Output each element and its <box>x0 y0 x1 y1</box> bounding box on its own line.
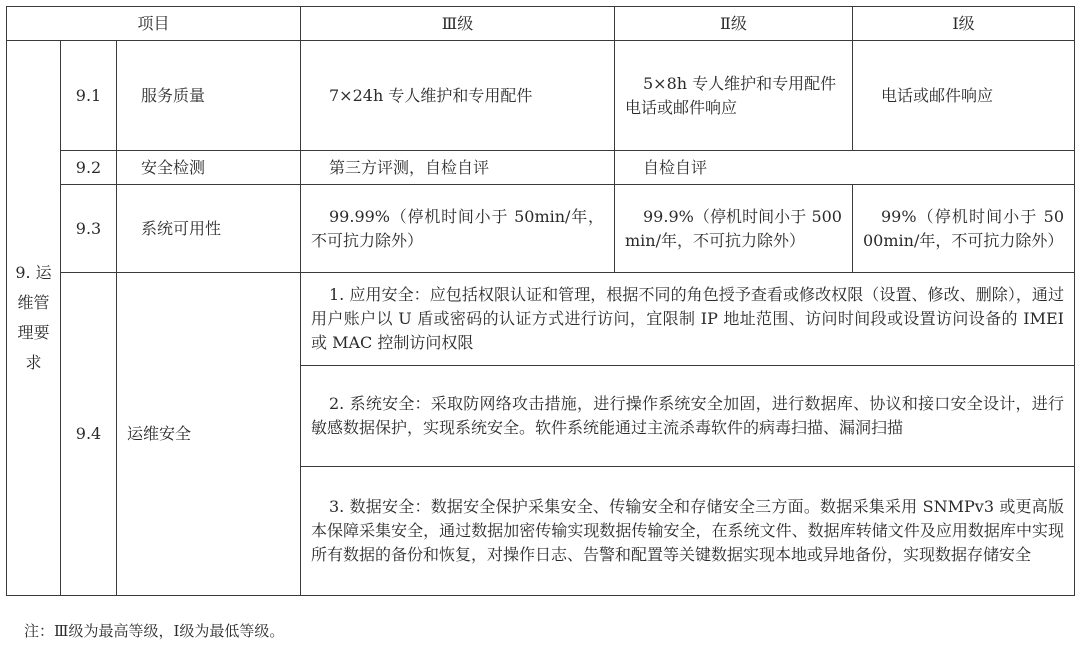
table-row <box>7 41 1075 151</box>
level2-cell: 5×8h 专人维护和专用配件电话或邮件响应 <box>615 41 853 151</box>
ops-requirements-table <box>6 6 1075 596</box>
level2-1-cell: 自检自评 <box>615 151 1075 185</box>
row-number: 9.4 <box>61 273 117 596</box>
row-item: 安全检测 <box>117 151 301 185</box>
level3-cell: 第三方评测，自检自评 <box>301 151 615 185</box>
row-number: 9.2 <box>61 151 117 185</box>
row-number: 9.1 <box>61 41 117 151</box>
table-row <box>7 273 1075 366</box>
level3-cell: 99.99%（停机时间小于 50min/年，不可抗力除外） <box>301 185 615 273</box>
category-cell: 9. 运维管理要求 <box>7 41 61 596</box>
ops-security-paragraph: 2. 系统安全：采取防网络攻击措施，进行操作系统安全加固，进行数据库、协议和接口安全设计，进行敏感数据保护，实现系统安全。软件系统能通过主流杀毒软件的病毒扫描、漏洞扫描 <box>301 366 1075 467</box>
footnote: 注：Ⅲ级为最高等级，Ⅰ级为最低等级。 <box>24 622 285 640</box>
header-item: 项目 <box>7 7 301 41</box>
ops-security-paragraph: 3. 数据安全：数据安全保护采集安全、传输安全和存储安全三方面。数据采集采用 SNMPv3 或更高版本保障采集安全，通过数据加密传输实现数据传输安全，在系统文件、数据库转储文件及应用数据库中实现所有数据的备份和恢复，对操作日志、告警和配置等关键数据实现本地或异地备份，实现数据存储安全 <box>301 467 1075 596</box>
level1-cell: 99%（停机时间小于 5000min/年，不可抗力除外） <box>853 185 1075 273</box>
header-row <box>7 7 1075 41</box>
row-item: 系统可用性 <box>117 185 301 273</box>
ops-security-paragraph: 1. 应用安全：应包括权限认证和管理，根据不同的角色授予查看或修改权限（设置、修改、删除），通过用户账户以 U 盾或密码的认证方式进行访问，宜限制 IP 地址范围、访问时间段或设置访问设备的 IMEI 或 MAC 控制访问权限 <box>301 273 1075 366</box>
header-level2: Ⅱ级 <box>615 7 853 41</box>
table-row <box>7 185 1075 273</box>
header-level1: Ⅰ级 <box>853 7 1075 41</box>
header-level3: Ⅲ级 <box>301 7 615 41</box>
table-row <box>7 151 1075 185</box>
level2-cell: 99.9%（停机时间小于 500min/年，不可抗力除外） <box>615 185 853 273</box>
row-item: 运维安全 <box>117 273 301 596</box>
row-item: 服务质量 <box>117 41 301 151</box>
level1-cell: 电话或邮件响应 <box>853 41 1075 151</box>
level3-cell: 7×24h 专人维护和专用配件 <box>301 41 615 151</box>
row-number: 9.3 <box>61 185 117 273</box>
